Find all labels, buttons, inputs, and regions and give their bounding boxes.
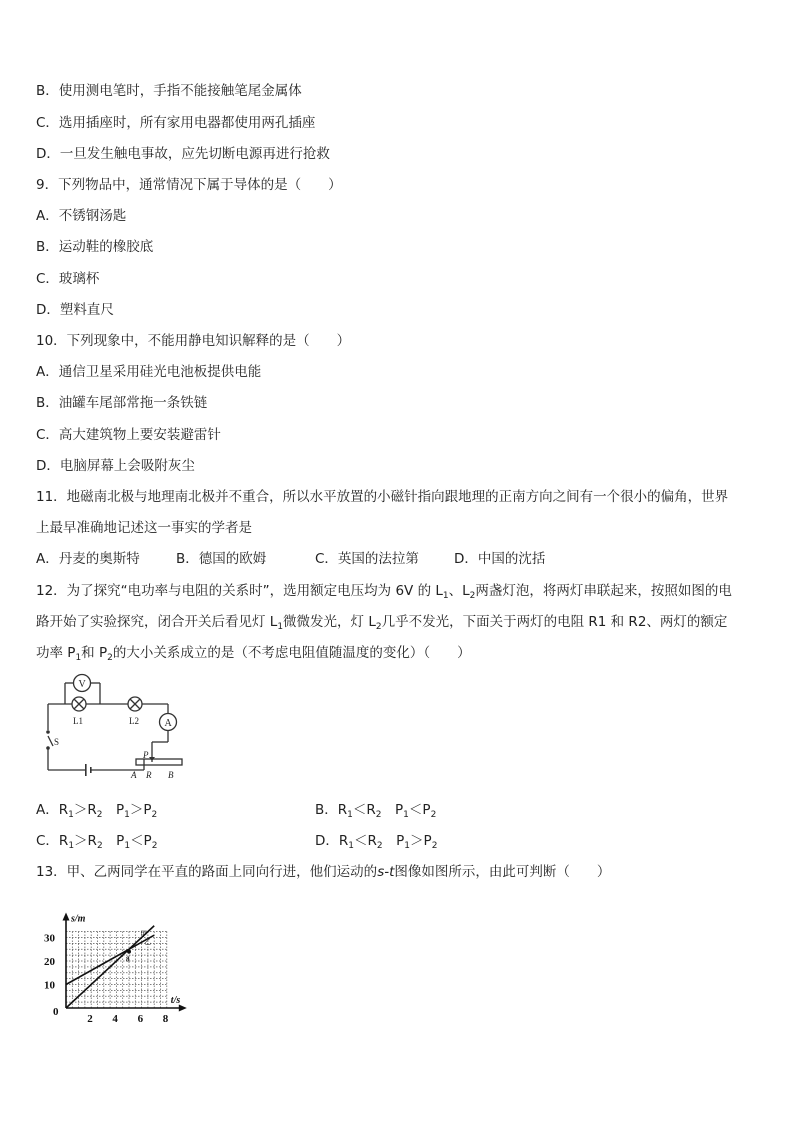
q10-option-c: C．高大建筑物上要安装避雷针 — [36, 427, 221, 443]
q11-option-c: C．英国的法拉第 — [315, 551, 419, 567]
q8-option-c: C．选用插座时，所有家用电器都使用两孔插座 — [36, 115, 316, 131]
lamp1-label: L1 — [73, 716, 83, 726]
q12-stem-line3: 功率 $P_1$和 $P_2$的大小关系成立的是（不考虑电阻值随温度的变化）（ ） — [36, 645, 471, 663]
q11-stem-line2: 上最早准确地记述这一事实的学者是 — [36, 520, 252, 536]
q11-stem-line1: 11．地磁南北极与地理南北极并不重合，所以水平放置的小磁针指向跟地理的正南方向之间有一个很小的偏角，世界 — [36, 489, 729, 505]
q11-option-d: D．中国的沈括 — [454, 551, 546, 567]
series-label: 乙 — [144, 938, 152, 947]
voltmeter-label: V — [78, 679, 86, 690]
slider-label: P — [143, 750, 149, 760]
q9-option-a: A．不锈钢汤匙 — [36, 208, 127, 224]
intersection-point — [127, 950, 131, 954]
y-axis-arrow — [63, 912, 70, 920]
q12-stem-line2: 路开始了实验探究，闭合开关后看见灯 $L_1$微微发光，灯 $L_2$几乎不发光，下面关于两灯的电阻 R1 和 R2、两灯的额定 — [36, 614, 728, 632]
y-tick-label: 30 — [44, 932, 55, 945]
q12-option-b: B．$R_1<R_2$ $P_1<P_2$ — [315, 802, 437, 820]
y-tick-label: 10 — [44, 979, 55, 992]
x-tick-label: 8 — [162, 1013, 169, 1025]
q13-st-chart — [40, 893, 220, 1028]
rheostat-end-b: B — [168, 770, 174, 780]
q9-option-c: C．玻璃杯 — [36, 271, 100, 287]
q10-option-a: A．通信卫星采用硅光电池板提供电能 — [36, 364, 262, 380]
rheostat-r-label: R — [146, 770, 152, 780]
q10-stem: 10．下列现象中，不能用静电知识解释的是（ ） — [36, 333, 351, 349]
y-axis-label: s/m — [71, 913, 86, 925]
q12-option-c: C．$R_1>R_2$ $P_1<P_2$ — [36, 833, 158, 851]
q12-option-d: D．$R_1<R_2$ $P_1>P_2$ — [315, 833, 438, 851]
rheostat-end-a: A — [131, 770, 137, 780]
switch-label: S — [54, 737, 60, 747]
q9-stem: 9．下列物品中，通常情况下属于导体的是（ ） — [36, 177, 342, 193]
origin-label: 0 — [53, 1006, 59, 1018]
x-tick-label: 6 — [137, 1013, 144, 1025]
q12-options-row1 — [0, 801, 794, 819]
intersection-label: 8 — [126, 955, 130, 964]
q13-stem: 13．甲、乙两同学在平直的路面上同向行进，他们运动的s-t图像如图所示，由此可判断（ ） — [36, 864, 611, 880]
q12-option-a: A．$R_1>R_2$ $P_1>P_2$ — [36, 802, 158, 820]
ammeter-label: A — [164, 718, 172, 729]
q11-option-b: B．德国的欧姆 — [176, 551, 267, 567]
q12-stem-line1: 12．为了探究“电功率与电阻的关系时”，选用额定电压均为 6V 的 $L_1$、$L_2$两盏灯泡，将两灯串联起来，按照如图的电 — [36, 583, 732, 601]
x-axis-label: t/s — [170, 995, 181, 1006]
q11-option-a: A．丹麦的奥斯特 — [36, 551, 140, 567]
q10-option-b: B．油罐车尾部常拖一条铁链 — [36, 395, 208, 411]
y-tick-label: 20 — [44, 956, 55, 968]
q8-option-d: D．一旦发生触电事故，应先切断电源再进行抢救 — [36, 146, 330, 162]
x-tick-label: 4 — [112, 1013, 118, 1025]
lamp2-label: L2 — [129, 716, 139, 726]
q9-option-d: D．塑料直尺 — [36, 302, 114, 318]
series-label: 甲 — [140, 929, 148, 938]
q12-circuit-diagram — [36, 670, 196, 785]
q9-option-b: B．运动鞋的橡胶底 — [36, 239, 154, 255]
x-tick-label: 2 — [87, 1013, 93, 1025]
q8-option-b: B．使用测电笔时，手指不能接触笔尾金属体 — [36, 83, 302, 99]
q12-options-row2 — [0, 832, 794, 850]
q11-options — [0, 550, 794, 568]
q10-option-d: D．电脑屏幕上会吸附灰尘 — [36, 458, 195, 474]
